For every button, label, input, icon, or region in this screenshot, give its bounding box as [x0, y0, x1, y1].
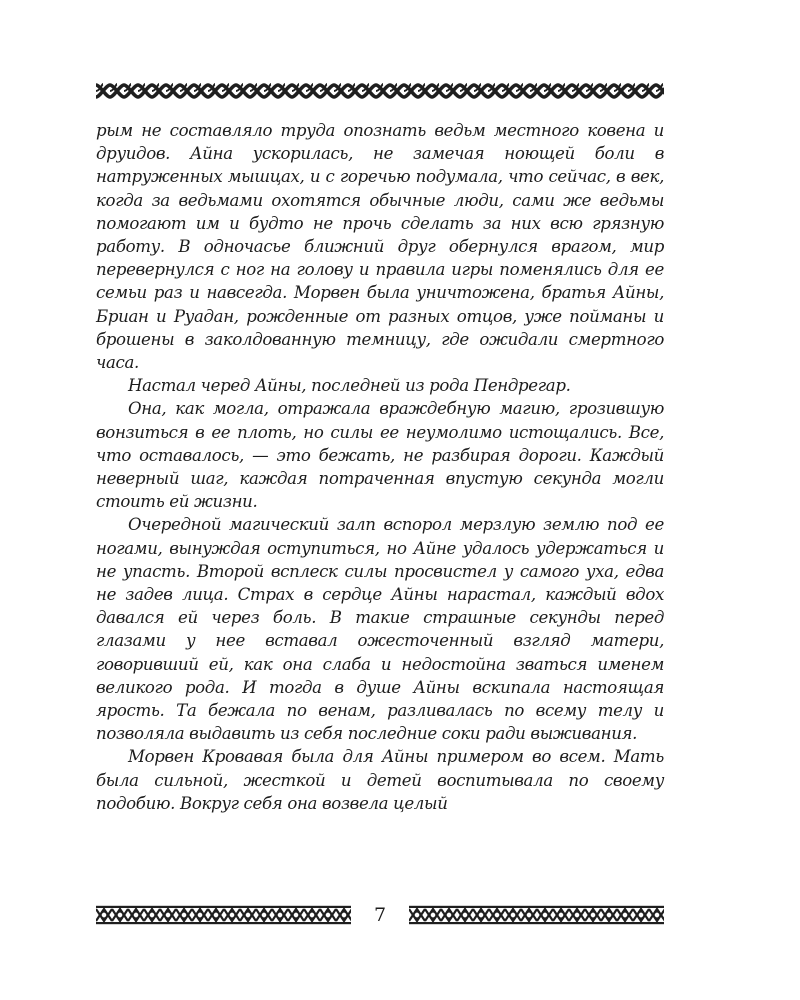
- paragraph-4: Очередной магический залп вспорол мерзлую землю под ее ногами, вынуждая оступиться, но Айне удалось удержаться и не упасть. Второй всплеск силы просвистел у самого уха, едва не задев лица. Страх в сердце Айны нарастал, каждый вдох давался ей через боль. В такие страшные секунды перед глазами у нее вставал ожесточенный взгляд матери, говоривший ей, как она слаба и недостойна зваться именем великого рода. И тогда в душе Айны вскипала настоящая ярость. Та бежала по венам, разливалась по всему телу и позволяла выдавить из себя последние соки ради выживания.: [96, 515, 664, 744]
- footer-left-knot-ornament-icon: [96, 905, 351, 925]
- paragraph-2: Настал черед Айны, последней из рода Пендрегар.: [128, 376, 571, 396]
- footer-right-knot-ornament-icon: [409, 905, 664, 925]
- page-number: 7: [373, 904, 387, 926]
- paragraph-1: рым не составляло труда опознать ведьм местного ковена и друидов. Айна ускорилась, не замечая ноющей боли в натруженных мышцах, и с горечью подумала, что сейчас, в век, когда за ведьмами охотятся обычные люди, сами же ведьмы помогают им и будто не прочь сделать за них всю грязную работу. В одночасье ближний друг обернулся врагом, мир перевернулся с ног на голову и правила игры поменялись для ее семьи раз и навсегда. Морвен была уничтожена, братья Айны, Бриан и Руадан, рожденные от разных отцов, уже пойманы и брошены в заколдованную темницу, где ожидали смертного часа.: [96, 121, 664, 373]
- paragraph-5: Морвен Кровавая была для Айны примером во всем. Мать была сильной, жесткой и детей воспитывала по своему подобию. Вокруг себя она возвела целый: [96, 747, 664, 813]
- body-text: [96, 119, 664, 815]
- paragraph-3: Она, как могла, отражала враждебную магию, грозившую вонзиться в ее плоть, но силы ее неумолимо истощались. Все, что оставалось, — это бежать, не разбирая дороги. Каждый неверный шаг, каждая потраченная впустую секунда могли стоить ей жизни.: [96, 399, 664, 512]
- header-braid-ornament-icon: [96, 80, 664, 102]
- page-footer: [96, 903, 664, 927]
